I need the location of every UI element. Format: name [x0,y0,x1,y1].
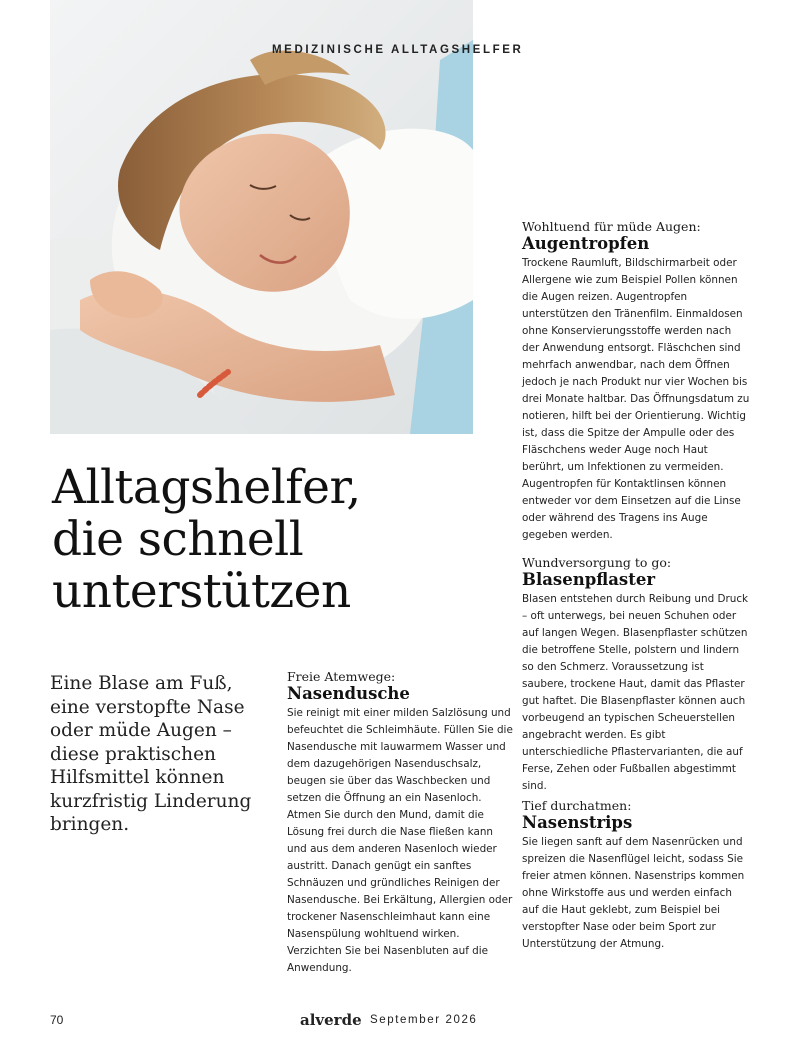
headline-line-3: unterstützen [52,564,351,619]
photo-illustration [50,0,473,434]
lead-paragraph: Eine Blase am Fuß, eine verstopfte Nase oder müde Augen – diese praktischen Hilfsmittel können kurzfristig Linderung bringen. [50,673,252,835]
article-nasenstrips [522,799,750,953]
article-body: Trockene Raumluft, Bildschirmarbeit oder Allergene wie zum Beispiel Pollen können die Augen reizen. Augentropfen unterstützen den Tränenfilm. Einmaldosen ohne Konservierungsstoffe werden nach der Anwendung entsorgt. Fläschchen sind mehrfach anwendbar, nach dem Öffnen jedoch je nach Produkt nur vier Wochen bis drei Monate haltbar. Das Öffnungsdatum zu notieren, hilft bei der Orientierung. Wichtig ist, dass die Spitze der Ampulle oder des Fläschchens weder Auge noch Haut berührt, um Infektionen zu vermeiden. Augentropfen für Kontaktlinsen können entweder vor dem Einsetzen auf die Linse oder während des Tragens ins Auge gegeben werden. [522,257,750,541]
page-number: 70 [50,1013,64,1027]
issue-date: September 2026 [370,1014,478,1026]
article-body: Sie liegen sanft auf dem Nasenrücken und spreizen die Nasenflügel leicht, sodass Sie freier atmen können. Nasenstrips kommen ohne Wirkstoffe aus und werden einfach auf die Haut geklebt, zum Beispiel bei verstopfter Nase oder beim Sport zur Unterstützung der Atmung. [522,836,745,950]
article-kicker: Tief durchatmen: [522,798,632,813]
article-kicker: Freie Atemwege: [287,669,396,684]
article-title: Blasenpflaster [522,570,656,589]
section-label: MEDIZINISCHE ALLTAGSHELFER [272,44,524,56]
article-body: Blasen entstehen durch Reibung und Druck – oft unterwegs, bei neuen Schuhen oder auf langen Wegen. Blasenpflaster schützen die betroffene Stelle, polstern und lindern so den Schmerz. Voraussetzung ist saubere, trockene Haut, damit das Pflaster gut haftet. Die Blasenpflaster können auch vorbeugend an typischen Scheuerstellen angebracht werden. Es gibt unterschiedliche Pflastervarianten, die auf Ferse, Zehen oder Fußballen abgestimmt sind. [522,593,749,792]
article-title: Nasenstrips [522,813,633,832]
headline [52,462,472,618]
article-augentropfen [522,220,750,544]
article-body: Sie reinigt mit einer milden Salzlösung und befeuchtet die Schleimhäute. Füllen Sie die Nasendusche mit lauwarmem Wasser und dem dazugehörigen Nasenduschsalz, beugen sie über das Waschbecken und setzen die Öffnung an ein Nasenloch. Atmen Sie durch den Mund, damit die Lösung frei durch die Nase fließen kann und aus dem anderen Nasenloch wieder austritt. Danach genügt ein sanftes Schnäuzen und gründliches Reinigen der Nasendusche. Bei Erkältung, Allergien oder trockener Nasenschleimhaut kann eine Nasenspülung wohltuend wirken. Verzichten Sie bei Nasenbluten auf die Anwendung. [287,707,513,974]
hero-photo-sleeping-woman [50,0,473,434]
article-kicker: Wohltuend für müde Augen: [522,219,701,234]
article-title: Nasendusche [287,684,410,703]
article-kicker: Wundversorgung to go: [522,555,672,570]
article-title: Augentropfen [522,234,650,253]
headline-line-2: die schnell [52,512,304,567]
brand-logo: alverde [300,1011,362,1029]
article-blasenpflaster [522,556,750,795]
article-nasendusche [287,670,515,977]
headline-line-1: Alltagshelfer, [52,460,361,515]
